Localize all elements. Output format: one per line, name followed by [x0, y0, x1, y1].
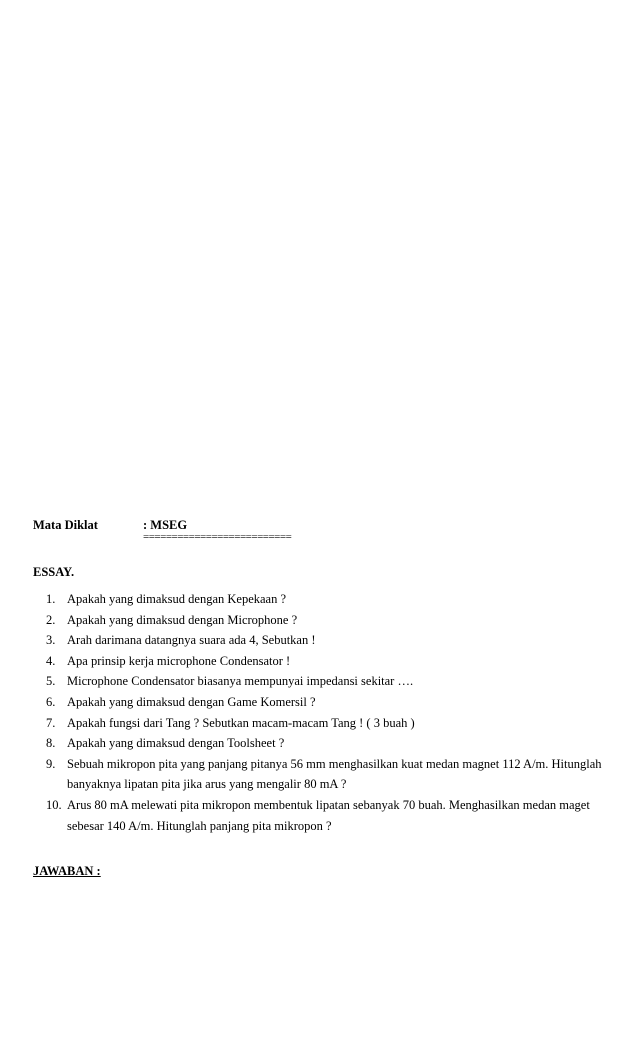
question-number: 2. — [46, 612, 56, 627]
question-item — [33, 733, 613, 754]
question-item — [33, 589, 613, 610]
question-item — [33, 754, 613, 795]
question-item — [33, 630, 613, 651]
question-item — [33, 692, 613, 713]
question-list — [33, 589, 613, 836]
subject-underline-rule: ========================== — [143, 531, 292, 543]
question-number: 4. — [46, 653, 56, 668]
answer-section-title: JAWABAN : — [33, 864, 101, 878]
question-number: 10. — [46, 797, 62, 812]
question-item — [33, 713, 613, 734]
question-item — [33, 651, 613, 672]
question-number: 5. — [46, 674, 56, 689]
question-text: Apakah fungsi dari Tang ? Sebutkan macam-macam Tang ! ( 3 buah ) — [67, 715, 415, 730]
question-text: Sebuah mikropon pita yang panjang pitanya 56 mm menghasilkan kuat medan magnet 112 A/m. Hitunglah banyaknya lipatan pita jika arus yang mengalir 80 mA ? — [67, 756, 602, 792]
question-text: Microphone Condensator biasanya mempunyai impedansi sekitar …. — [67, 674, 414, 689]
question-text: Apakah yang dimaksud dengan Microphone ? — [67, 612, 298, 627]
question-number: 1. — [46, 592, 56, 606]
question-text: Apa prinsip kerja microphone Condensator ! — [67, 653, 291, 668]
subject-value: : MSEG — [143, 518, 188, 532]
question-item — [33, 795, 613, 836]
question-item — [33, 671, 613, 692]
question-item — [33, 610, 613, 631]
question-number: 3. — [46, 633, 56, 648]
question-text: Apakah yang dimaksud dengan Game Komersil ? — [67, 694, 316, 709]
question-number: 7. — [46, 715, 56, 730]
subject-label: Mata Diklat — [33, 518, 98, 532]
question-text: Arus 80 mA melewati pita mikropon membentuk lipatan sebanyak 70 buah. Menghasilkan medan maget sebesar 140 A/m. Hitunglah panjang pita mikropon ? — [67, 797, 590, 833]
subject-header — [33, 518, 613, 558]
question-number: 8. — [46, 736, 56, 751]
question-text: Arah darimana datangnya suara ada 4, Sebutkan ! — [67, 633, 316, 648]
question-text: Apakah yang dimaksud dengan Toolsheet ? — [67, 736, 285, 751]
question-number: 9. — [46, 756, 56, 771]
question-text: Apakah yang dimaksud dengan Kepekaan ? — [67, 592, 287, 606]
question-number: 6. — [46, 694, 56, 709]
essay-section-title: ESSAY. — [33, 565, 75, 579]
